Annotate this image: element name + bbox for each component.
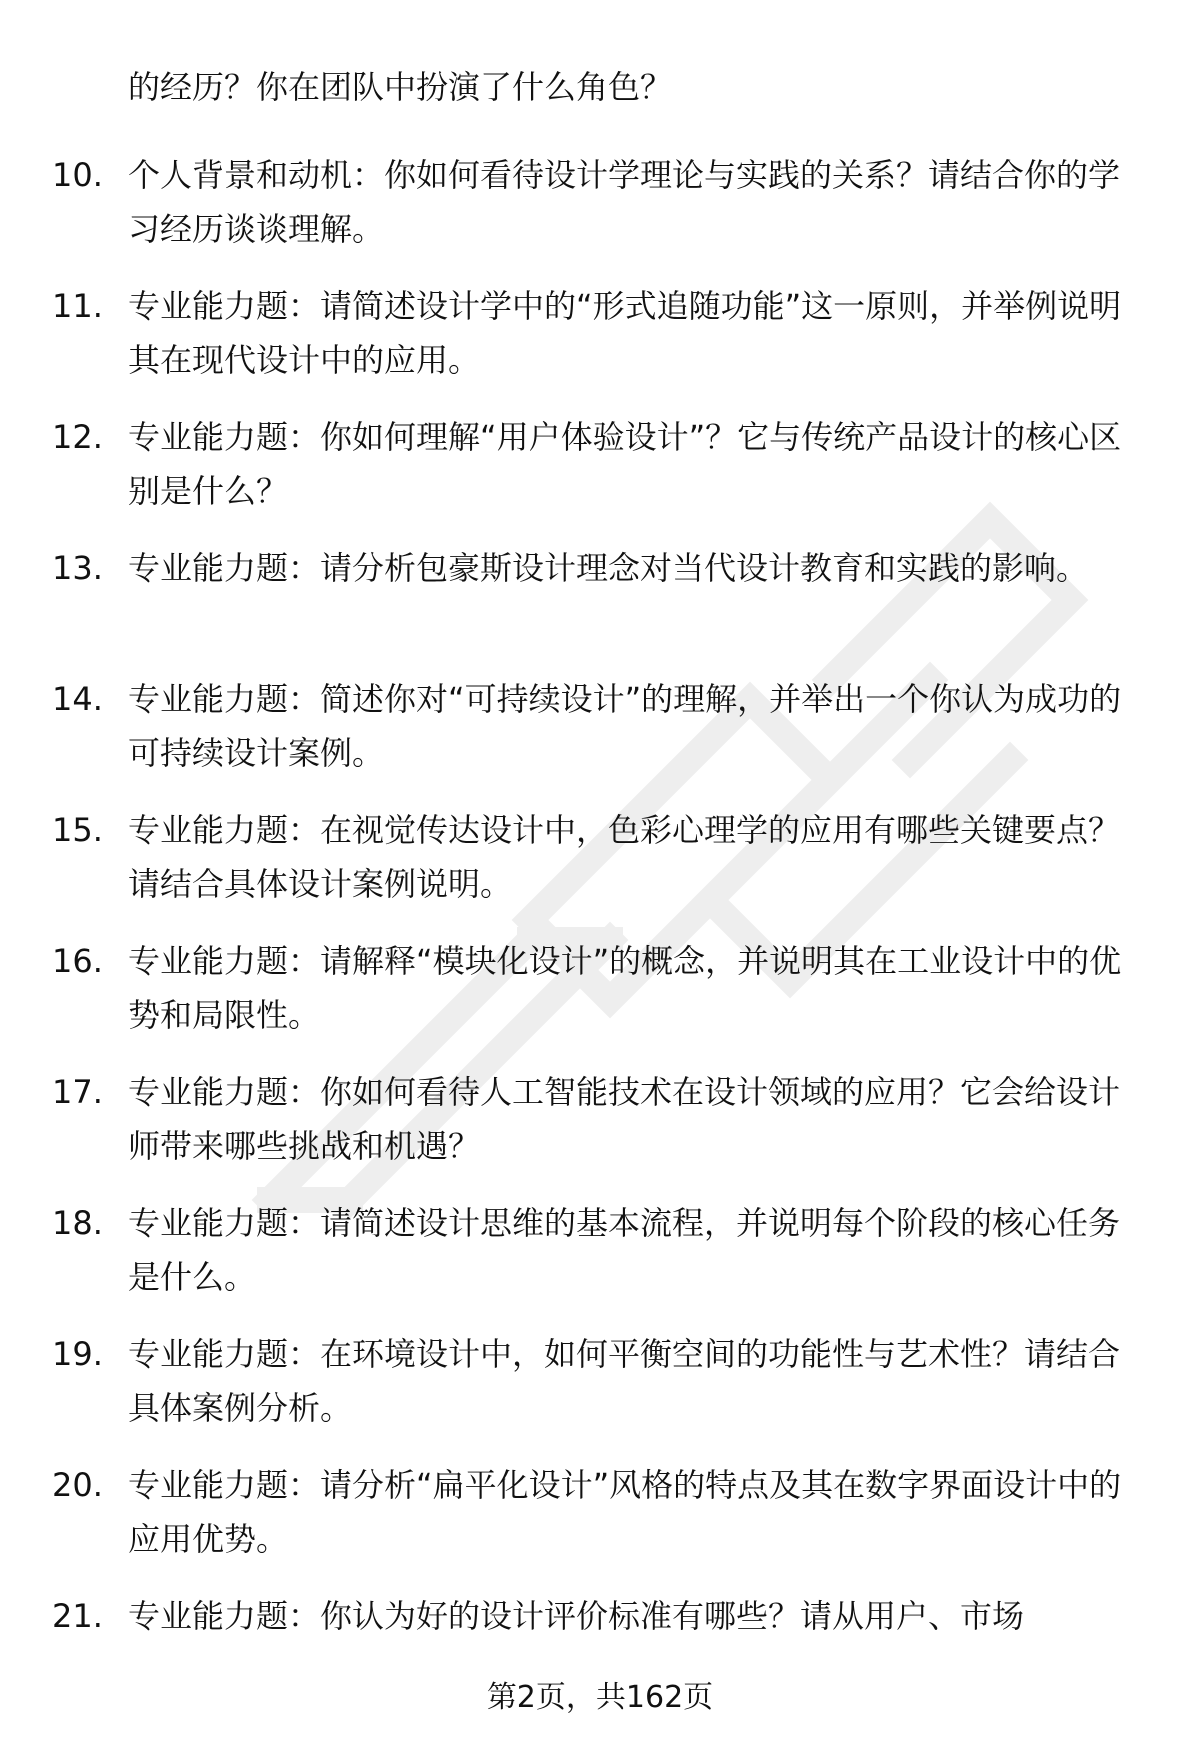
question-item	[0, 672, 1200, 803]
question-item	[0, 410, 1200, 541]
question-text: 专业能力题：请简述设计学中的“形式追随功能”这一原则，并举例说明其在现代设计中的应用。	[128, 287, 1122, 379]
page-footer: 第2页，共162页	[486, 1680, 714, 1715]
question-number: 17.	[52, 1073, 103, 1111]
question-item	[0, 541, 1200, 672]
question-text: 专业能力题：在视觉传达设计中，色彩心理学的应用有哪些关键要点？请结合具体设计案例说明。	[128, 811, 1121, 903]
question-number: 16.	[52, 942, 103, 980]
question-number: 13.	[52, 549, 103, 587]
question-item	[0, 1458, 1200, 1589]
continuation-text: 的经历？你在团队中扮演了什么角色？	[128, 68, 673, 106]
question-text: 专业能力题：请简述设计思维的基本流程，并说明每个阶段的核心任务是什么。	[128, 1204, 1121, 1296]
question-number: 18.	[52, 1204, 103, 1242]
question-number: 14.	[52, 680, 103, 718]
question-text: 专业能力题：请分析“扁平化设计”风格的特点及其在数字界面设计中的应用优势。	[128, 1466, 1122, 1558]
question-item	[0, 279, 1200, 410]
question-text: 专业能力题：你如何理解“用户体验设计”？它与传统产品设计的核心区别是什么？	[128, 418, 1122, 510]
question-number: 19.	[52, 1335, 103, 1373]
question-list	[0, 148, 1200, 1720]
question-number: 12.	[52, 418, 103, 456]
question-text: 专业能力题：请分析包豪斯设计理念对当代设计教育和实践的影响。	[128, 549, 1089, 587]
question-text: 专业能力题：请解释“模块化设计”的概念，并说明其在工业设计中的优势和局限性。	[128, 942, 1122, 1034]
question-number: 11.	[52, 287, 103, 325]
question-item	[0, 1065, 1200, 1196]
question-number: 20.	[52, 1466, 103, 1504]
question-text: 专业能力题：在环境设计中，如何平衡空间的功能性与艺术性？请结合具体案例分析。	[128, 1335, 1121, 1427]
question-text: 专业能力题：你认为好的设计评价标准有哪些？请从用户、市场	[128, 1597, 1025, 1635]
question-text: 专业能力题：简述你对“可持续设计”的理解，并举出一个你认为成功的可持续设计案例。	[128, 680, 1122, 772]
question-number: 21.	[52, 1597, 103, 1635]
question-number: 10.	[52, 156, 103, 194]
question-text: 专业能力题：你如何看待人工智能技术在设计领域的应用？它会给设计师带来哪些挑战和机遇？	[128, 1073, 1121, 1165]
question-number: 15.	[52, 811, 103, 849]
question-text: 个人背景和动机：你如何看待设计学理论与实践的关系？请结合你的学习经历谈谈理解。	[128, 156, 1121, 248]
question-item	[0, 1327, 1200, 1458]
question-item	[0, 803, 1200, 934]
question-item	[0, 1196, 1200, 1327]
question-item	[0, 934, 1200, 1065]
question-item	[0, 148, 1200, 279]
